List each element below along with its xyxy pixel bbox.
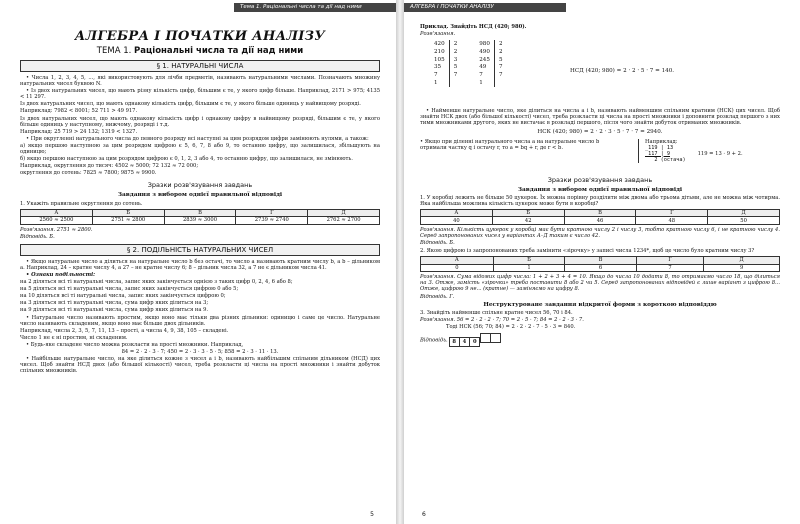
answer-option-header: Г [236,209,308,217]
factor-cell: 1 [479,80,483,87]
answer-option-header: Г [636,209,708,217]
answer-text: Відповідь. Б. [20,233,55,240]
factor-cell [494,79,506,87]
paragraph: • При округленні натурального числа до певного розряду всі наступні за цим розрядом цифри замінюють нулями, а також: [26,135,369,142]
paragraph: • Ознаки подільності: [26,271,95,278]
answer-option-value: 42 [492,217,564,225]
answer-option-value: 46 [564,217,636,225]
answer-option-header: В [564,209,636,217]
answer-text: Відповідь. Г. [420,293,455,300]
answer-option-header: В [565,257,636,265]
paragraph: на 2 діляться всі ті натуральні числа, запис яких закінчується однією з таких цифр 0, 2, 4, 6 або 8; [20,279,293,286]
page-number: 6 [422,510,426,518]
factor-cell: 1 [434,80,438,87]
paragraph: Наприклад: 25 719 > 24 132; 1319 < 1327. [20,128,138,135]
answer-label: Відповідь. [420,337,448,344]
factor-cell: 2 [494,40,506,48]
task-text: 2. Якою цифрою із запропонованих треба замінити «зірочку» у записі числа 1234*, щоб це число було кратним числу 3? [420,248,755,255]
topic-prefix: ТЕМА 1. [96,46,132,56]
answer-option-value: 50 [708,217,780,225]
paragraph: • Будь-яке складене число можна розкласти на прості множники. Наприклад, [26,341,244,348]
factor-cell: 7 [434,72,438,79]
answer-option-header: Б [492,209,564,217]
book-fold [396,0,404,524]
factorization-block [420,38,780,108]
answer-option-header: Г [636,257,704,265]
solution-text: Розв'язання. Кількість цукерок у коробці має бути кратною числу 2 і числу 3, тобто кратною числу 6, і не кратною числу 4. Серед запропонованих чисел у варіантах А–Д таким є число 42. [420,226,780,239]
answer-text: Відповідь. Б. [420,240,455,247]
factor-cell: 980 [479,41,490,48]
solution-label: Розв'язання. [420,31,456,38]
paragraph: на 9 діляться всі ті натуральні числа, сума цифр яких ділиться на 9. [20,307,209,314]
factor-cell: 2 [494,48,506,56]
solution-text: Тоді НСК (56; 70; 84) = 2 · 2 · 2 · 7 · 5 · 3 = 840. [446,323,576,330]
paragraph: Із двох натуральних чисел, що мають однакову кількість цифр і однакову цифру в найвищому розряді, більшим є те, у якого більше одиниць у наступному, нижчому, розряді і т.д. [20,115,380,128]
examples-heading: Зразки розв'язування завдань [547,175,653,184]
topic-title [20,46,380,56]
factor-cell: 5 [449,64,461,72]
division-line: 2 (остача) [645,156,686,163]
factorization-table [430,40,507,87]
task-type-heading: Неструктуроване завдання відкритої форми з короткою відповіддю [483,301,717,308]
division-line: 117 | 9 [645,150,670,157]
division-example [638,139,795,163]
answer-option-value: 1 [493,264,564,272]
answer-option-value: 2560 ≈ 2500 [21,217,93,225]
factor-cell: 490 [479,48,490,55]
paragraph: • Найбільше натуральне число, на яке ділиться кожне з чисел a і b, називають найбільшим спільним дільником (НСД) цих чисел. Щоб знайти НСД двох (або більшої кількості) чисел, треба розкласти ці числа на прості множники і знайти добуток спільних множників. [20,356,380,375]
factor-cell [449,79,461,87]
answer-option-value: 9 [704,264,780,272]
page-number: 5 [370,510,374,518]
task-text: 3. Знайдіть найменше спільне кратне чисел 56, 70 і 84. [420,309,573,316]
paragraph: б) якщо першою наступною за цим розрядом цифрою є 0, 1, 2, 3 або 4, то останню цифру, що залишилася, не змінюють. [20,156,353,163]
paragraph: Наприклад, числа 2, 3, 5, 7, 11, 13 – прості, а числа 4, 9, 38, 105 – складені. [20,327,229,334]
answer-option-header: Д [308,209,380,217]
factor-cell: 420 [434,41,445,48]
factor-cell: 49 [479,64,487,71]
paragraph: на 5 діляться всі ті натуральні числа, запис яких закінчується цифрою 0 або 5; [20,286,239,293]
paragraph: Із двох натуральних чисел, що мають однакову кількість цифр, більшим є те, у якого більше одиниць у найвищому розряді. [20,101,361,108]
factor-cell: 7 [494,64,506,72]
answer-option-value: 48 [636,217,708,225]
paragraph: • Натуральне число називають простим, якщо воно має тільки два різних дільники: одиницю і саме це число. Натуральне число називають складеним, якщо воно має більше двох дільників. [20,314,380,327]
answer-row [420,333,780,347]
factor-cell: 5 [494,56,506,64]
division-paragraph: • Якщо при діленні натурального числа a на натуральне число b отримали частку q і остачу r, то a = bq + r, де r < b. [420,138,600,151]
right-page [404,0,800,524]
answer-option-value: 2751 ≈ 2800 [92,217,164,225]
paragraph: • Числа 1, 2, 3, 4, 5, ..., які використовують для лічби предметів, називають натуральними числами. Позначають множину натуральних чисел буквою N. [20,75,380,88]
section-heading: § 2. ПОДІЛЬНІСТЬ НАТУРАЛЬНИХ ЧИСЕЛ [20,244,380,256]
paragraph: округлення до сотень: 7825 ≈ 7800; 9875 ≈ 9900. [20,170,157,177]
answer-option-header: Д [704,257,780,265]
answer-option-header: Б [92,209,164,217]
examples-heading: Зразки розв'язування завдань [147,181,253,190]
answer-digit-box [490,333,501,343]
paragraph: Наприклад: 7982 < 8001; 52 711 > 49 917. [20,108,138,115]
solution-text: Розв'язання. 2751 ≈ 2800. [20,226,93,233]
factor-cell: 2 [449,48,461,56]
factor-cell: 7 [449,71,461,79]
answer-option-value: 0 [421,264,494,272]
solution-text: Розв'язання. 56 = 2 · 2 · 2 · 7; 70 = 2 · 5 · 7; 84 = 2 · 2 · 3 · 7. [420,316,584,323]
answer-option-value: 6 [565,264,636,272]
answer-option-value: 7 [636,264,704,272]
section-heading: § 1. НАТУРАЛЬНІ ЧИСЛА [20,60,380,72]
gcd-result: НСД (420; 980) = 2 · 2 · 5 · 7 = 140. [570,68,675,75]
paragraph: на 10 діляться всі ті натуральні числа, запис яких закінчується цифрою 0; [20,293,226,300]
paragraph: 84 = 2 · 2 · 3 · 7; 450 = 2 · 3 · 3 · 5 · 5; 858 = 2 · 3 · 11 · 13. [121,349,279,355]
division-line: _119 | 13 [645,144,674,151]
answer-option-value: 40 [421,217,493,225]
answer-option-value: 2762 ≈ 2700 [308,217,380,225]
division-example-label: Наприклад: [645,138,678,145]
answer-option-header: В [164,209,236,217]
factor-cell: 105 [434,56,445,63]
factor-cell: 210 [434,48,445,55]
paragraph: • Якщо натуральне число a ділиться на натуральне число b без остачі, то число a називають кратним числу b, а b – дільником a. Наприклад, 24 – кратне числу 4, а 27 – не кратне числу 6; 8 – дільник числа 32, а 7 не є дільником числа 41. [20,258,380,271]
paragraph: • Найменше натуральне число, яке ділиться на числа a і b, називають найменшим спільним кратним (НСК) цих чисел. Щоб знайти НСК двох (або більшої кількості) чисел, треба розкласти ці числа на прості множники і доповнити розклад першого з них тими множниками другого, яких не вистачає в розкладі першого, після чого знайти добуток отриманих множників. [420,108,780,127]
factor-cell: 245 [479,56,490,63]
paragraph: а) якщо першою наступною за цим розрядом цифрою є 5, 6, 7, 8 або 9, то останню цифру, що залишилася, збільшують на одиницю; [20,142,380,156]
paragraph: на 3 діляться всі ті натуральні числа, сума цифр яких ділиться на 3; [20,300,209,307]
long-division [645,145,686,163]
paragraph: Число 1 не є ні простим, ні складеним. [20,334,128,341]
factor-cell: 7 [494,71,506,79]
right-content [420,22,780,348]
answer-table [420,209,780,225]
answer-table [420,256,780,272]
paragraph: Наприклад, округлення до тисяч: 4502 ≈ 5000; 72 132 ≈ 72 000; [20,163,199,170]
task-text: 1. У коробці лежить не більше 50 цукерок. Їх можна порівну розділити між двома або трьома дітьми, але не можна між чотирма. Яка найбільша можлива кількість цукерок може бути в коробці? [420,194,780,207]
solution-text: Розв'язання. Сума відомих цифр числа: 1 + 2 + 3 + 4 = 10. Якщо до числа 10 додати 8, то отримаємо число 18, що ділиться на 3. Отже, замість «зірочки» треба поставити 8 або 2 чи 5. Серед запропонованих відповідей є лише варіант з цифрою 8... Отже, цифрою 9 не... (кратне) — заміняємо на цифру 8. [420,274,780,293]
task-text: 1. Укажіть правильне округлення до сотень. [20,200,143,207]
answer-option-header: А [21,209,93,217]
answer-option-value: 2739 ≈ 2740 [236,217,308,225]
factor-cell: 7 [479,72,483,79]
answer-option-header: Б [493,257,564,265]
left-content [20,22,380,375]
answer-boxes [449,333,501,347]
example-text: Приклад. Знайдіть НСД (420; 980). [420,24,527,30]
lcm-result: НСК (420; 980) = 2 · 2 · 3 · 5 · 7 · 7 = 2940. [537,129,663,136]
running-head: АЛГЕБРА І ПОЧАТКИ АНАЛІЗУ [404,3,566,12]
answer-digit-box: 0 [469,337,480,347]
task-type-heading: Завдання з вибором однієї правильної відповіді [517,186,683,193]
answer-option-header: А [421,257,494,265]
answer-option-header: А [421,209,493,217]
book-title: АЛГЕБРА І ПОЧАТКИ АНАЛІЗУ [74,29,326,44]
division-result: 119 = 13 · 9 + 2. [697,150,743,157]
paragraph: • Із двох натуральних чисел, що мають різну кількість цифр, більшим є те, у якого цифр більше. Наприклад, 2171 > 975; 4135 < 11 297. [20,88,380,101]
factor-cell: 3 [449,56,461,64]
topic-name: Раціональні числа та дії над ними [134,46,304,56]
answer-digit-box: 8 [449,337,460,347]
running-head: Тема 1. Раціональні числа та дії над ними [234,3,396,12]
answer-table [20,209,380,225]
task-type-heading: Завдання з вибором однієї правильної відповіді [117,192,283,199]
answer-option-value: 2839 ≈ 3000 [164,217,236,225]
answer-digit-box: 4 [459,337,470,347]
division-block [420,139,780,171]
factor-cell: 35 [434,64,442,71]
answer-option-header: Д [708,209,780,217]
factor-cell: 2 [449,40,461,48]
left-page [0,0,396,524]
